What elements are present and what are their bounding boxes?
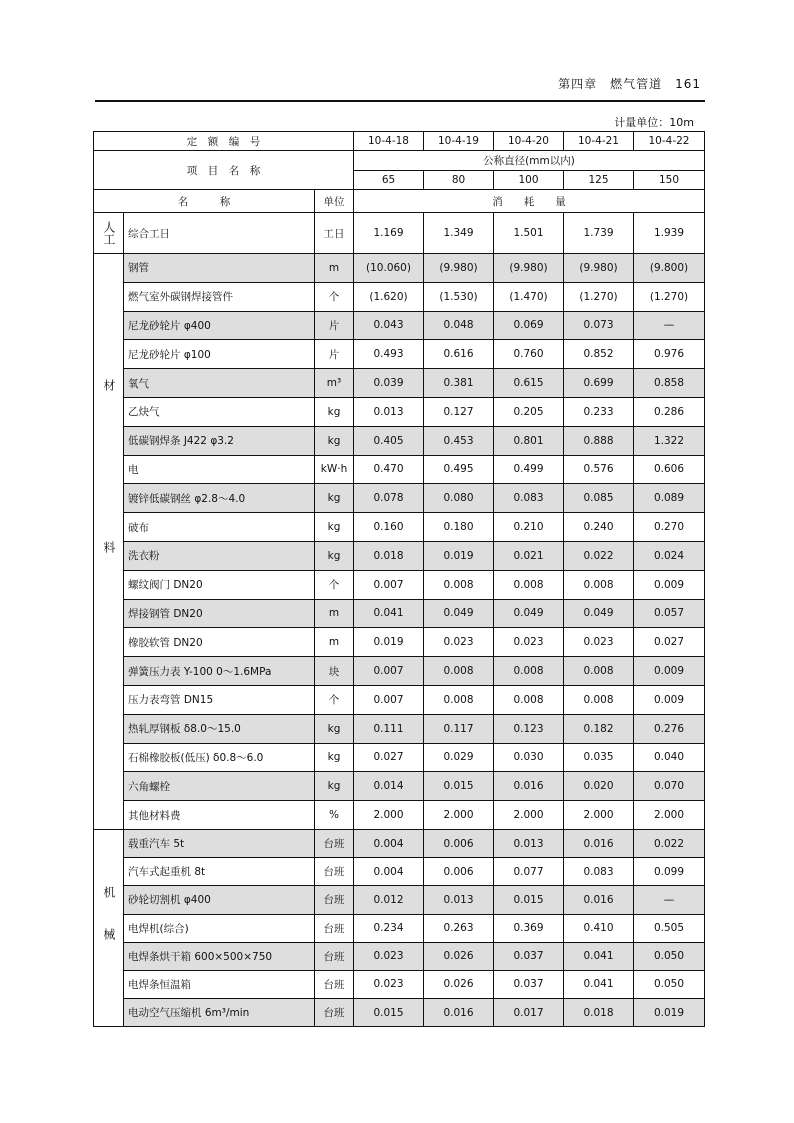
diameter-group-row bbox=[94, 151, 705, 171]
consumption-value: (9.980) bbox=[424, 254, 494, 283]
consumption-value: 0.009 bbox=[634, 657, 705, 686]
diameter-value: 100 bbox=[494, 171, 564, 190]
table-row bbox=[94, 886, 705, 914]
consumption-value: 1.739 bbox=[564, 213, 634, 254]
table-row bbox=[94, 772, 705, 801]
item-unit: kg bbox=[315, 541, 354, 570]
consumption-value: 0.381 bbox=[424, 369, 494, 398]
table-row bbox=[94, 599, 705, 628]
section-label: 材料 bbox=[94, 254, 124, 830]
quota-code: 10-4-21 bbox=[564, 132, 634, 151]
consumption-value: (1.270) bbox=[634, 282, 705, 311]
table-row bbox=[94, 340, 705, 369]
item-unit: 台班 bbox=[315, 829, 354, 857]
item-name: 乙炔气 bbox=[124, 397, 315, 426]
table-row bbox=[94, 311, 705, 340]
item-unit: 片 bbox=[315, 340, 354, 369]
item-name: 综合工日 bbox=[124, 213, 315, 254]
item-unit: 台班 bbox=[315, 914, 354, 942]
consumption-value: 0.024 bbox=[634, 541, 705, 570]
consumption-value: 0.021 bbox=[494, 541, 564, 570]
table-row bbox=[94, 801, 705, 830]
consumption-value: 0.023 bbox=[494, 628, 564, 657]
quota-code-row bbox=[94, 132, 705, 151]
consumption-value: 0.041 bbox=[564, 942, 634, 970]
consumption-value: 0.007 bbox=[354, 657, 424, 686]
consumption-value: 0.410 bbox=[564, 914, 634, 942]
item-unit: 个 bbox=[315, 685, 354, 714]
item-name: 钢管 bbox=[124, 254, 315, 283]
table-row bbox=[94, 513, 705, 542]
consumption-value: 0.027 bbox=[354, 743, 424, 772]
diameter-value: 65 bbox=[354, 171, 424, 190]
consumption-value: 0.027 bbox=[634, 628, 705, 657]
consumption-value: 0.023 bbox=[354, 942, 424, 970]
consumption-value: 0.505 bbox=[634, 914, 705, 942]
consumption-value: 0.495 bbox=[424, 455, 494, 484]
consumption-value: 0.493 bbox=[354, 340, 424, 369]
consumption-value: 1.501 bbox=[494, 213, 564, 254]
item-unit: m bbox=[315, 599, 354, 628]
item-unit: 个 bbox=[315, 570, 354, 599]
consumption-value: (9.800) bbox=[634, 254, 705, 283]
consumption-value: 0.037 bbox=[494, 970, 564, 998]
consumption-value: 0.263 bbox=[424, 914, 494, 942]
table-row bbox=[94, 397, 705, 426]
item-name: 压力表弯管 DN15 bbox=[124, 685, 315, 714]
consumption-value: 0.182 bbox=[564, 714, 634, 743]
table-row bbox=[94, 914, 705, 942]
item-name: 破布 bbox=[124, 513, 315, 542]
consumption-value: 0.234 bbox=[354, 914, 424, 942]
table-row bbox=[94, 657, 705, 686]
table-row bbox=[94, 570, 705, 599]
quota-code: 10-4-22 bbox=[634, 132, 705, 151]
consumption-value: 0.760 bbox=[494, 340, 564, 369]
item-name: 六角螺栓 bbox=[124, 772, 315, 801]
consumption-value: 0.006 bbox=[424, 858, 494, 886]
consumption-value: 0.499 bbox=[494, 455, 564, 484]
consumption-value: 0.057 bbox=[634, 599, 705, 628]
consumption-value: 0.009 bbox=[634, 570, 705, 599]
consumption-value: 1.169 bbox=[354, 213, 424, 254]
consumption-value: 0.008 bbox=[564, 685, 634, 714]
item-unit: kg bbox=[315, 426, 354, 455]
item-name: 橡胶软管 DN20 bbox=[124, 628, 315, 657]
consumption-value: 0.023 bbox=[424, 628, 494, 657]
consumption-value: 0.013 bbox=[354, 397, 424, 426]
consumption-value: 0.127 bbox=[424, 397, 494, 426]
consumption-value: 0.210 bbox=[494, 513, 564, 542]
item-name-label: 项 目 名 称 bbox=[94, 151, 354, 190]
consumption-value: 0.048 bbox=[424, 311, 494, 340]
item-name: 电 bbox=[124, 455, 315, 484]
consumption-value: 0.270 bbox=[634, 513, 705, 542]
consumption-value: 0.017 bbox=[494, 999, 564, 1027]
page-header bbox=[95, 66, 705, 102]
consumption-value: 0.016 bbox=[564, 829, 634, 857]
item-unit: 片 bbox=[315, 311, 354, 340]
consumption-value: 0.240 bbox=[564, 513, 634, 542]
table-row bbox=[94, 369, 705, 398]
item-name: 燃气室外碳钢焊接管件 bbox=[124, 282, 315, 311]
table-row bbox=[94, 858, 705, 886]
section-label: 人工 bbox=[94, 213, 124, 254]
consumption-value: 0.050 bbox=[634, 970, 705, 998]
consumption-value: 0.405 bbox=[354, 426, 424, 455]
item-name: 热轧厚钢板 δ8.0～15.0 bbox=[124, 714, 315, 743]
consumption-value: 0.099 bbox=[634, 858, 705, 886]
consumption-value: 0.019 bbox=[354, 628, 424, 657]
consumption-value: 0.976 bbox=[634, 340, 705, 369]
consumption-value: 0.043 bbox=[354, 311, 424, 340]
item-unit: kg bbox=[315, 513, 354, 542]
unit-note: 计量单位：10m bbox=[614, 116, 694, 129]
consumption-value: 0.026 bbox=[424, 942, 494, 970]
consumption-value: 0.016 bbox=[424, 999, 494, 1027]
consumption-value: (1.270) bbox=[564, 282, 634, 311]
consumption-value: 0.004 bbox=[354, 829, 424, 857]
table-row bbox=[94, 999, 705, 1027]
item-name: 电焊条恒温箱 bbox=[124, 970, 315, 998]
consumption-value: 0.006 bbox=[424, 829, 494, 857]
item-unit: 台班 bbox=[315, 970, 354, 998]
consumption-value: 2.000 bbox=[564, 801, 634, 830]
consumption-value: 0.037 bbox=[494, 942, 564, 970]
table-row bbox=[94, 714, 705, 743]
consumption-value: 0.801 bbox=[494, 426, 564, 455]
consumption-value: 0.013 bbox=[424, 886, 494, 914]
consumption-value: 0.049 bbox=[424, 599, 494, 628]
consumption-value: 0.083 bbox=[494, 484, 564, 513]
consumption-value: 0.008 bbox=[424, 657, 494, 686]
consumption-value: — bbox=[634, 311, 705, 340]
consumption-value: 0.014 bbox=[354, 772, 424, 801]
item-name: 电动空气压缩机 6m³/min bbox=[124, 999, 315, 1027]
item-unit: m bbox=[315, 628, 354, 657]
consumption-value: 0.009 bbox=[634, 685, 705, 714]
consumption-value: 0.008 bbox=[494, 657, 564, 686]
consumption-value: 0.888 bbox=[564, 426, 634, 455]
item-unit: kW·h bbox=[315, 455, 354, 484]
consumption-value: 0.616 bbox=[424, 340, 494, 369]
item-unit: 块 bbox=[315, 657, 354, 686]
item-name: 石棉橡胶板(低压) δ0.8～6.0 bbox=[124, 743, 315, 772]
consumption-value: 0.077 bbox=[494, 858, 564, 886]
quota-code-label: 定 额 编 号 bbox=[94, 132, 354, 151]
consumption-value: 0.606 bbox=[634, 455, 705, 484]
diameter-value: 125 bbox=[564, 171, 634, 190]
consumption-value: 0.020 bbox=[564, 772, 634, 801]
consumption-value: 0.233 bbox=[564, 397, 634, 426]
consumption-value: 0.369 bbox=[494, 914, 564, 942]
item-unit: 工日 bbox=[315, 213, 354, 254]
consumption-value: 0.160 bbox=[354, 513, 424, 542]
consumption-value: 0.022 bbox=[634, 829, 705, 857]
consumption-value: 0.022 bbox=[564, 541, 634, 570]
consumption-value: 0.040 bbox=[634, 743, 705, 772]
consumption-value: 2.000 bbox=[494, 801, 564, 830]
consumption-value: 0.041 bbox=[354, 599, 424, 628]
consumption-value: 0.111 bbox=[354, 714, 424, 743]
consumption-value: 0.699 bbox=[564, 369, 634, 398]
consumption-value: 0.015 bbox=[494, 886, 564, 914]
table-row bbox=[94, 942, 705, 970]
consumption-value: 0.852 bbox=[564, 340, 634, 369]
quota-code: 10-4-18 bbox=[354, 132, 424, 151]
consumption-value: 0.049 bbox=[494, 599, 564, 628]
consumption-column-header: 消 耗 量 bbox=[354, 190, 705, 213]
item-unit: kg bbox=[315, 714, 354, 743]
consumption-value: 0.085 bbox=[564, 484, 634, 513]
consumption-value: 0.073 bbox=[564, 311, 634, 340]
table-row bbox=[94, 426, 705, 455]
diameter-group-header: 公称直径(mm以内) bbox=[354, 151, 705, 171]
consumption-value: 2.000 bbox=[634, 801, 705, 830]
item-name: 尼龙砂轮片 φ100 bbox=[124, 340, 315, 369]
consumption-value: 0.069 bbox=[494, 311, 564, 340]
consumption-value: 0.007 bbox=[354, 570, 424, 599]
consumption-value: 0.018 bbox=[564, 999, 634, 1027]
quota-code: 10-4-19 bbox=[424, 132, 494, 151]
consumption-value: (1.620) bbox=[354, 282, 424, 311]
unit-column-header: 单位 bbox=[315, 190, 354, 213]
table-row bbox=[94, 282, 705, 311]
consumption-value: 0.026 bbox=[424, 970, 494, 998]
table-row bbox=[94, 484, 705, 513]
column-header-row bbox=[94, 190, 705, 213]
item-name: 砂轮切割机 φ400 bbox=[124, 886, 315, 914]
consumption-value: 0.023 bbox=[564, 628, 634, 657]
item-name: 其他材料费 bbox=[124, 801, 315, 830]
consumption-value: 0.083 bbox=[564, 858, 634, 886]
consumption-value: 0.276 bbox=[634, 714, 705, 743]
item-unit: m³ bbox=[315, 369, 354, 398]
item-name: 镀锌低碳钢丝 φ2.8～4.0 bbox=[124, 484, 315, 513]
page-header-text: 第四章 燃气管道 161 bbox=[558, 77, 701, 91]
item-name: 氧气 bbox=[124, 369, 315, 398]
consumption-value: 0.008 bbox=[424, 570, 494, 599]
item-unit: kg bbox=[315, 484, 354, 513]
item-unit: kg bbox=[315, 397, 354, 426]
consumption-value: 0.004 bbox=[354, 858, 424, 886]
item-unit: 个 bbox=[315, 282, 354, 311]
item-unit: % bbox=[315, 801, 354, 830]
item-name: 尼龙砂轮片 φ400 bbox=[124, 311, 315, 340]
consumption-value: 0.576 bbox=[564, 455, 634, 484]
consumption-value: 0.089 bbox=[634, 484, 705, 513]
consumption-value: 1.322 bbox=[634, 426, 705, 455]
consumption-value: 0.019 bbox=[634, 999, 705, 1027]
item-name: 低碳钢焊条 J422 φ3.2 bbox=[124, 426, 315, 455]
consumption-value: 0.049 bbox=[564, 599, 634, 628]
table-row bbox=[94, 455, 705, 484]
consumption-value: 0.041 bbox=[564, 970, 634, 998]
consumption-value: (9.980) bbox=[564, 254, 634, 283]
consumption-value: 0.008 bbox=[494, 570, 564, 599]
item-name: 载重汽车 5t bbox=[124, 829, 315, 857]
consumption-value: — bbox=[634, 886, 705, 914]
table-row bbox=[94, 254, 705, 283]
item-unit: m bbox=[315, 254, 354, 283]
consumption-value: (10.060) bbox=[354, 254, 424, 283]
item-name: 汽车式起重机 8t bbox=[124, 858, 315, 886]
quota-table bbox=[93, 131, 705, 1027]
consumption-value: 0.008 bbox=[424, 685, 494, 714]
table-row bbox=[94, 628, 705, 657]
item-name: 螺纹阀门 DN20 bbox=[124, 570, 315, 599]
consumption-value: 2.000 bbox=[424, 801, 494, 830]
consumption-value: 0.015 bbox=[354, 999, 424, 1027]
consumption-value: 0.205 bbox=[494, 397, 564, 426]
item-unit: 台班 bbox=[315, 999, 354, 1027]
consumption-value: 0.470 bbox=[354, 455, 424, 484]
item-name: 洗衣粉 bbox=[124, 541, 315, 570]
table-row bbox=[94, 213, 705, 254]
consumption-value: 0.029 bbox=[424, 743, 494, 772]
table-row bbox=[94, 685, 705, 714]
consumption-value: 0.008 bbox=[494, 685, 564, 714]
item-name: 弹簧压力表 Y-100 0～1.6MPa bbox=[124, 657, 315, 686]
consumption-value: 0.039 bbox=[354, 369, 424, 398]
consumption-value: 0.007 bbox=[354, 685, 424, 714]
item-name: 电焊机(综合) bbox=[124, 914, 315, 942]
consumption-value: 0.008 bbox=[564, 570, 634, 599]
item-unit: 台班 bbox=[315, 942, 354, 970]
consumption-value: 0.070 bbox=[634, 772, 705, 801]
consumption-value: 0.123 bbox=[494, 714, 564, 743]
consumption-value: 0.453 bbox=[424, 426, 494, 455]
consumption-value: 0.012 bbox=[354, 886, 424, 914]
table-row bbox=[94, 829, 705, 857]
consumption-value: 0.050 bbox=[634, 942, 705, 970]
consumption-value: (1.530) bbox=[424, 282, 494, 311]
table-row bbox=[94, 743, 705, 772]
item-unit: 台班 bbox=[315, 858, 354, 886]
diameter-value: 80 bbox=[424, 171, 494, 190]
consumption-value: 0.023 bbox=[354, 970, 424, 998]
consumption-value: 0.615 bbox=[494, 369, 564, 398]
section-label: 机械 bbox=[94, 829, 124, 1026]
table-row bbox=[94, 541, 705, 570]
name-column-header: 名 称 bbox=[94, 190, 315, 213]
consumption-value: (9.980) bbox=[494, 254, 564, 283]
consumption-value: 0.008 bbox=[564, 657, 634, 686]
consumption-value: 0.180 bbox=[424, 513, 494, 542]
consumption-value: 0.117 bbox=[424, 714, 494, 743]
quota-code: 10-4-20 bbox=[494, 132, 564, 151]
item-unit: kg bbox=[315, 772, 354, 801]
table-row bbox=[94, 970, 705, 998]
item-unit: 台班 bbox=[315, 886, 354, 914]
consumption-value: 0.035 bbox=[564, 743, 634, 772]
consumption-value: 1.349 bbox=[424, 213, 494, 254]
consumption-value: 0.858 bbox=[634, 369, 705, 398]
consumption-value: 0.078 bbox=[354, 484, 424, 513]
consumption-value: 0.016 bbox=[564, 886, 634, 914]
consumption-value: 0.015 bbox=[424, 772, 494, 801]
item-unit: kg bbox=[315, 743, 354, 772]
consumption-value: 0.080 bbox=[424, 484, 494, 513]
consumption-value: 0.013 bbox=[494, 829, 564, 857]
consumption-value: 0.016 bbox=[494, 772, 564, 801]
consumption-value: 0.018 bbox=[354, 541, 424, 570]
item-name: 焊接钢管 DN20 bbox=[124, 599, 315, 628]
consumption-value: 0.019 bbox=[424, 541, 494, 570]
item-name: 电焊条烘干箱 600×500×750 bbox=[124, 942, 315, 970]
consumption-value: 0.286 bbox=[634, 397, 705, 426]
consumption-value: 0.030 bbox=[494, 743, 564, 772]
consumption-value: (1.470) bbox=[494, 282, 564, 311]
diameter-value: 150 bbox=[634, 171, 705, 190]
consumption-value: 1.939 bbox=[634, 213, 705, 254]
consumption-value: 2.000 bbox=[354, 801, 424, 830]
